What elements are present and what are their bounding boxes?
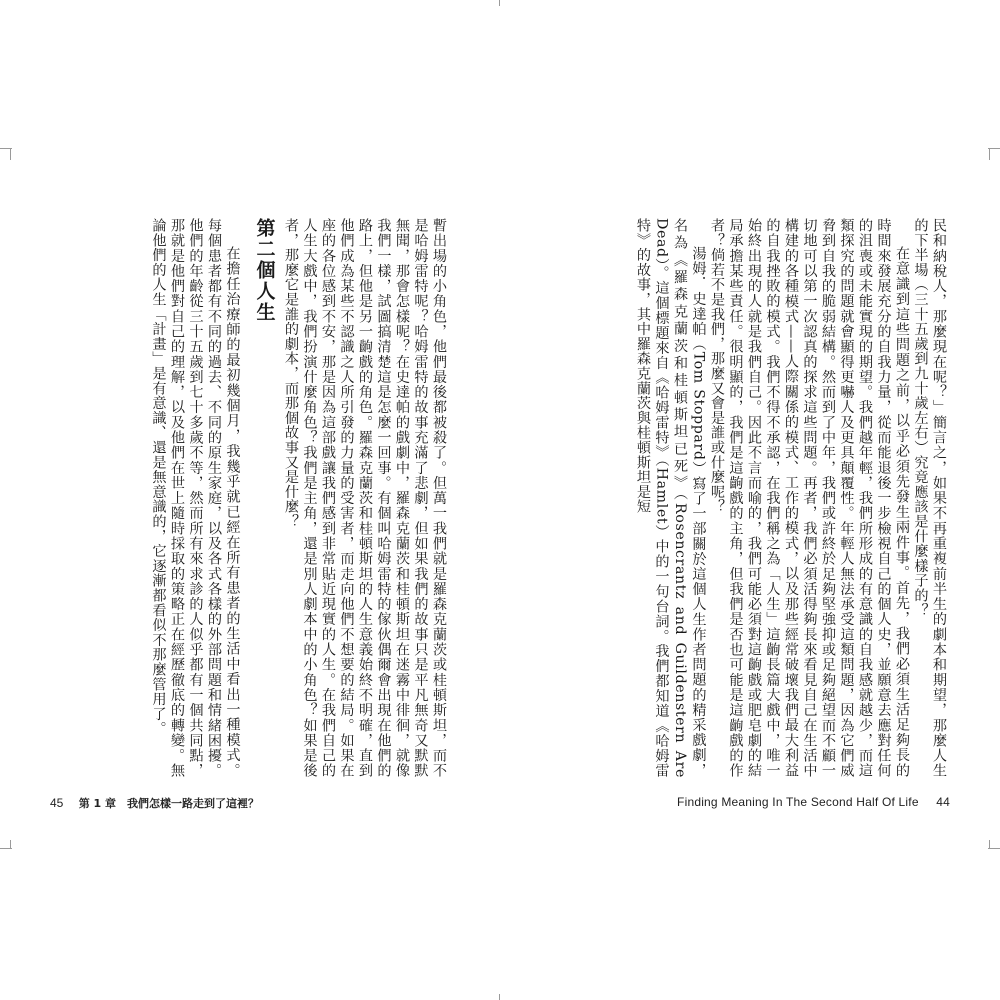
right-paragraph-2: 在意識到這些問題之前，以乎必須先發生兩件事。首先，我們必須生活足夠長的時間來發展充分的自我力量，從而能退後一步檢視自己的個人史，並願意去應對任何的沮喪或未能實現的期望。我們越年輕，我們所形成的有意識的自我感就越少，而這類探究的問題就會顯得更嚇人及更具顛覆性。年輕人無法承受這類問題，因為它們威脅到自我的脆弱結構。然而到了中年，我們或許終於足夠堅強抑或足夠絕望而不顧一切地可以第一次認真的探求這些問題。再者，我們必須活得夠長來看見自己在生活中構建的各種模式——人際關係的模式、工作的模式，以及那些經常破壞我們最大利益的自我挫敗的模式。我們不得不承認，在我們稱之為「人生」這齣長篇大戲中，唯一始終出現的人就是我們自己。因此不言而喻的，我們可能必須對這齣戲或肥皂劇的結局承擔某些責任。很明顯的，我們是這齣戲的主角，但我們是否也可能是這齣戲的作者？倘若不是我們，那麼又會是誰或什麼呢？	[709, 218, 910, 778]
right-page-footer	[677, 795, 950, 809]
right-paragraph-3: 湯姆．史達帕（Tom Stoppard）寫了一部關於這個人生作者問題的精采戲劇，名為《羅森克蘭茨和桂頓斯坦已死》（Rosencrantz and Guildenstern Are Dead）。這個標題來自《哈姆雷特》（Hamlet）中的一句台詞。我們都知道《哈姆雷特》的故事，其中羅森克蘭茨與桂頓斯坦是短	[635, 218, 707, 778]
right-page-body	[552, 218, 948, 778]
section-heading: 第二個人生	[253, 218, 276, 323]
left-page-body	[52, 218, 448, 778]
left-running-head: 第 1 章 我們怎樣一路走到了這裡？	[78, 797, 260, 810]
right-paragraph-1: 民和納稅人，那麼現在呢？」簡言之，如果不再重複前半生的劇本和期望，那麼人生的下半場（三十五歲到九十歲左右）究竟應該是什麼樣子的？	[912, 218, 947, 778]
right-running-head: Finding Meaning In The Second Half Of Life	[677, 795, 919, 809]
left-paragraph-1: 暫出場的小角色，他們最後都被殺了。但萬一我們就是羅森克蘭茨或桂頓斯坦，而不是哈姆雷特呢？哈姆雷特的故事充滿了悲劇，但如果我們的故事只是平凡無奇又默默無聞，那會怎樣呢？在史達帕的戲劇中，羅森克蘭茨和桂頓斯坦在迷霧中徘徊，就像我們一樣，試圖搞清楚這是怎麼一回事。有個叫哈姆雷特的傢伙偶爾會出現在他們的路上，但他是另一齣戲的角色。羅森克蘭茨和桂頓斯坦的人生意義始終不明確，直到他們成為某些不認識之人所引發的力量的受害者，而走向他們不想要的結局。如果在座的各位感到不安，那是因為這部戲讓我們感到非常貼近現實的人生。在我們自己的人生大戲中，我們扮演什麼角色？我們是主角，還是別人劇本中的小角色？如果是後者，那麼它是誰的劇本，而那個故事又是什麼？	[283, 218, 447, 778]
left-page-number: 45	[50, 796, 64, 810]
right-page-number: 44	[936, 795, 950, 809]
left-paragraph-2: 在擔任治療師的最初幾個月，我幾乎就已經在所有患者的生活中看出一種模式。每個患者都有不同的過去、不同的原生家庭，以及各式各樣的外部問題和情緒困擾。他們的年齡從三十五歲到七十多歲不等，然而所有來求診的人似乎都有一個共同點，那就是他們對自己的理解，以及他們在世上隨時採取的策略正在經歷徹底的轉變。無論他們的人生「計畫」是有意識、還是無意識的，它逐漸都看似不那麼管用了。	[150, 218, 241, 778]
right-page	[500, 0, 1000, 1000]
left-page-footer	[50, 795, 259, 811]
